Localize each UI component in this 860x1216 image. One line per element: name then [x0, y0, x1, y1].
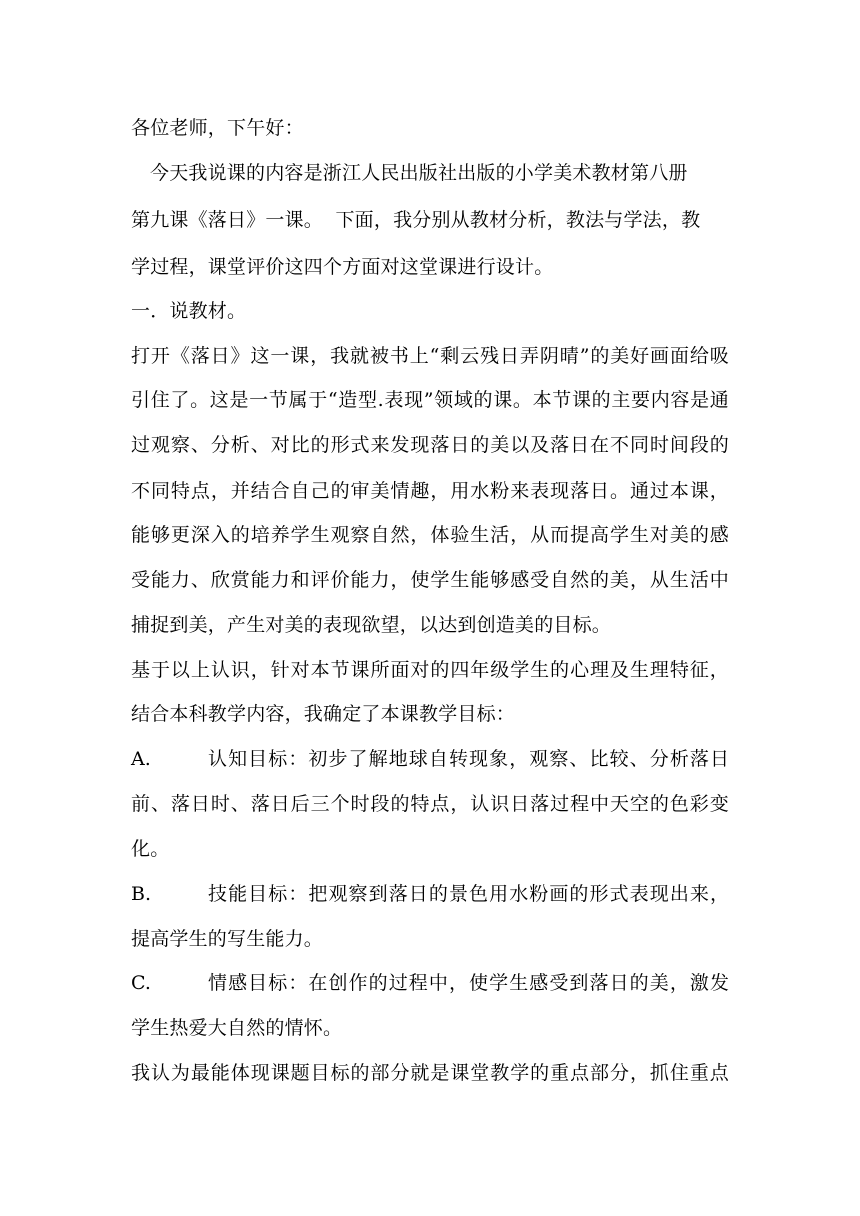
- analysis-line-5: 能够更深入的培养学生观察自然，体验生活，从而提高学生对美的感: [131, 524, 729, 546]
- intro-line-2: 第九课《落日》一课。 下面，我分别从教材分析，教法与学法，教: [131, 209, 701, 231]
- intro-line-3: 学过程，课堂评价这四个方面对这堂课进行设计。: [131, 256, 554, 278]
- section-heading: 一．说教材。: [131, 300, 247, 322]
- analysis-line-7: 捕捉到美，产生对美的表现欲望，以达到创造美的目标。: [131, 614, 612, 636]
- objective-intro-line-2: 结合本科教学内容，我确定了本课教学目标：: [131, 703, 516, 725]
- objective-text: 认知目标：初步了解地球自转现象，观察、比较、分析落日: [208, 748, 729, 770]
- objective-a: [131, 746, 729, 772]
- objective-intro-line-1: 基于以上认识，针对本节课所面对的四年级学生的心理及生理特征，: [131, 659, 729, 681]
- objective-text: 情感目标：在创作的过程中，使学生感受到落日的美，激发: [208, 972, 729, 994]
- objective-marker: A.: [131, 748, 151, 770]
- objective-a-continuation-1: 前、落日时、落日后三个时段的特点，认识日落过程中天空的色彩变: [131, 793, 729, 815]
- objective-b-continuation-1: 提高学生的写生能力。: [131, 928, 324, 950]
- objective-b: [131, 881, 729, 907]
- objective-marker: B.: [131, 883, 152, 905]
- objective-text: 技能目标：把观察到落日的景色用水粉画的形式表现出来，: [208, 883, 729, 905]
- objective-c: [131, 970, 729, 996]
- analysis-line-4: 不同特点，并结合自己的审美情趣，用水粉来表现落日。通过本课，: [131, 480, 729, 502]
- objective-marker: C.: [131, 972, 151, 994]
- analysis-line-2: 引住了。这是一节属于“造型.表现”领域的课。本节课的主要内容是通: [131, 389, 729, 411]
- analysis-line-1: 打开《落日》这一课，我就被书上“剩云残日弄阴晴”的美好画面给吸: [131, 345, 729, 367]
- greeting: 各位老师，下午好：: [131, 117, 304, 139]
- analysis-line-3: 过观察、分析、对比的形式来发现落日的美以及落日在不同时间段的: [131, 434, 729, 456]
- closing-line: 我认为最能体现课题目标的部分就是课堂教学的重点部分，抓住重点: [131, 1062, 729, 1084]
- objective-c-continuation-1: 学生热爱大自然的情怀。: [131, 1017, 343, 1039]
- objective-a-continuation-2: 化。: [131, 838, 170, 860]
- analysis-line-6: 受能力、欣赏能力和评价能力，使学生能够感受自然的美，从生活中: [131, 569, 729, 591]
- intro-line-1: 今天我说课的内容是浙江人民出版社出版的小学美术教材第八册: [150, 162, 688, 184]
